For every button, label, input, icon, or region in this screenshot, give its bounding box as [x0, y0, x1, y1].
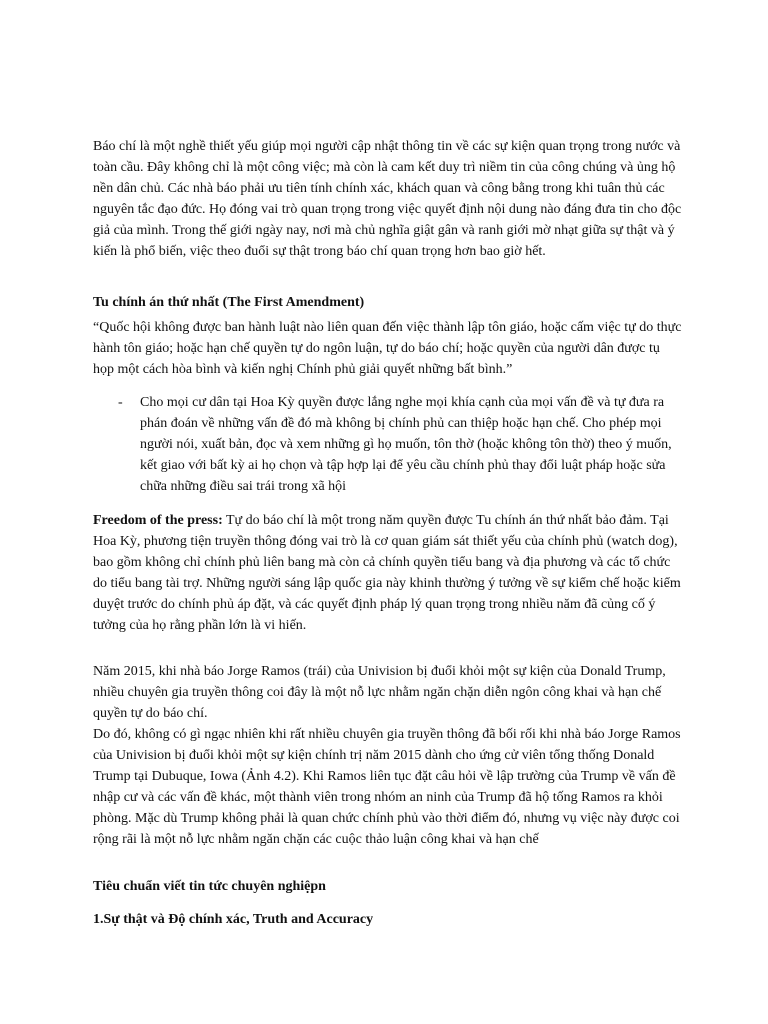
truth-accuracy-heading: 1.Sự thật và Độ chính xác, Truth and Accuracy: [93, 912, 374, 927]
freedom-of-press-paragraph: [93, 510, 683, 636]
first-amendment-heading: Tu chính án thứ nhất (The First Amendment): [93, 295, 365, 310]
bullet-dash: -: [118, 395, 123, 410]
standards-heading: Tiêu chuẩn viết tin tức chuyên nghiệpn: [93, 879, 326, 894]
freedom-of-press-text: Tự do báo chí là một trong năm quyền được Tu chính án thứ nhất bảo đảm. Tại Hoa Kỳ, phương tiện truyền thông đóng vai trò là cơ quan giám sát thiết yếu của chính phủ (watch dog), bao gồm không chỉ chính phủ liên bang mà còn cả chính quyền tiểu bang và địa phương và các tổ chức do tiểu bang tài trợ. Những người sáng lập quốc gia này khinh thường ý tưởng về sự kiểm chế hoặc kiểm duyệt trước do chính phủ áp đặt, và các quyết định pháp lý quan trọng trong nhiều năm đã củng cố ý tưởng của họ rằng phần lớn là vi hiến.: [93, 513, 681, 633]
ramos-paragraph: Năm 2015, khi nhà báo Jorge Ramos (trái) của Univision bị đuổi khỏi một sự kiện của Donald Trump, nhiều chuyên gia truyền thông coi đây là một nỗ lực nhằm ngăn chặn diễn ngôn công khai và hạn chế quyền tự do báo chí.: [93, 664, 666, 721]
bullet-text: Cho mọi cư dân tại Hoa Kỳ quyền được lắng nghe mọi khía cạnh của mọi vấn đề và tự đưa ra phán đoán về những vấn đề đó mà không bị chính phủ can thiệp hoặc hạn chế. Cho phép mọi người nói, xuất bản, đọc và xem những gì họ muốn, tôn thờ (hoặc không tôn thờ) theo ý muốn, kết giao với bất kỳ ai họ chọn và tập hợp lại để yêu cầu chính phủ thay đổi luật pháp hoặc sửa chữa những điều sai trái trong xã hội: [140, 395, 672, 494]
freedom-of-press-label: Freedom of the press:: [93, 513, 223, 528]
first-amendment-quote: “Quốc hội không được ban hành luật nào liên quan đến việc thành lập tôn giáo, hoặc cấm việc tự do thực hành tôn giáo; hoặc hạn chế quyền tự do ngôn luận, tự do báo chí; hoặc quyền của người dân được tụ họp một cách hòa bình và kiến nghị Chính phủ giải quyết những bất bình.”: [93, 320, 682, 377]
intro-paragraph: Báo chí là một nghề thiết yếu giúp mọi người cập nhật thông tin về các sự kiện quan trọng trong nước và toàn cầu. Đây không chỉ là một công việc; mà còn là cam kết duy trì niềm tin của công chúng và ủng hộ nền dân chủ. Các nhà báo phải ưu tiên tính chính xác, khách quan và công bằng trong khi tuân thủ các nguyên tắc đạo đức. Họ đóng vai trò quan trọng trong việc quyết định nội dung nào đáng đưa tin cho độc giả của mình. Trong thế giới ngày nay, nơi mà chủ nghĩa giật gân và ranh giới mờ nhạt giữa sự thật và ý kiến là phổ biến, việc theo đuổi sự thật trong báo chí quan trọng hơn bao giờ hết.: [93, 139, 682, 259]
ramos-paragraph-2: Do đó, không có gì ngạc nhiên khi rất nhiều chuyên gia truyền thông đã bối rối khi nhà báo Jorge Ramos của Univision bị đuổi khỏi một sự kiện chính trị năm 2015 dành cho ứng cử viên tổng thống Donald Trump tại Dubuque, Iowa (Ảnh 4.2). Khi Ramos liên tục đặt câu hỏi về lập trường của Trump về vấn đề nhập cư và các vấn đề khác, một thành viên trong nhóm an ninh của Trump đã hộ tống Ramos ra khỏi phòng. Mặc dù Trump không phải là quan chức chính phủ vào thời điểm đó, nhưng vụ việc này được coi rộng rãi là một nỗ lực nhằm ngăn chặn các cuộc thảo luận công khai và hạn chế: [93, 727, 681, 847]
